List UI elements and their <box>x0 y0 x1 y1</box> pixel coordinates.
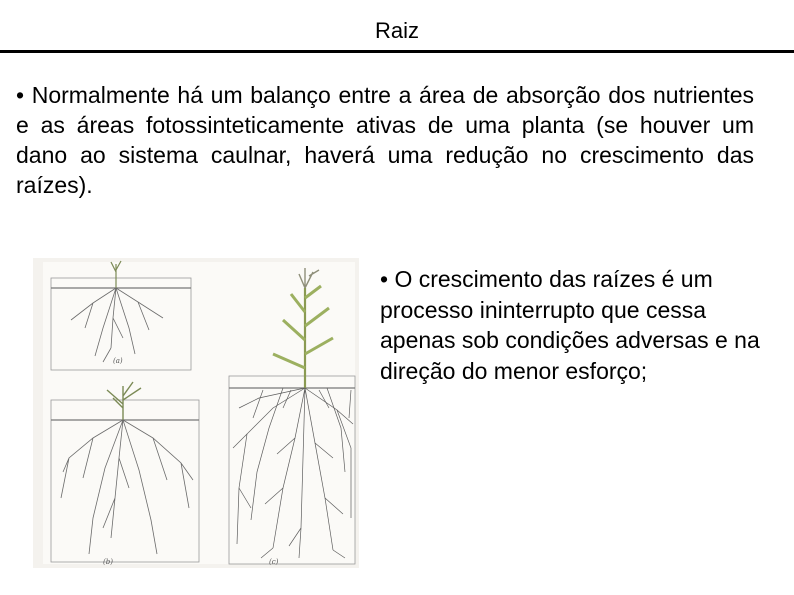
side-bullet-text: • O crescimento das raízes é um processo ininterrupto que cessa apenas sob condições adversas e na direção do menor esforço; <box>380 266 760 384</box>
root-growth-illustration <box>33 258 359 568</box>
panel-a-label: (a) <box>113 357 123 365</box>
title-divider <box>0 50 794 53</box>
slide-title: Raiz <box>374 18 419 43</box>
main-bullet-text: • Normalmente há um balanço entre a área de absorção dos nutrientes e as áreas fotossinteticamente ativas de uma planta (se houver um dano ao sistema caulnar, haverá uma redução no crescimento das raízes). <box>16 82 754 198</box>
panel-c-label: (c) <box>269 558 279 566</box>
panel-b-label: (b) <box>103 558 113 566</box>
